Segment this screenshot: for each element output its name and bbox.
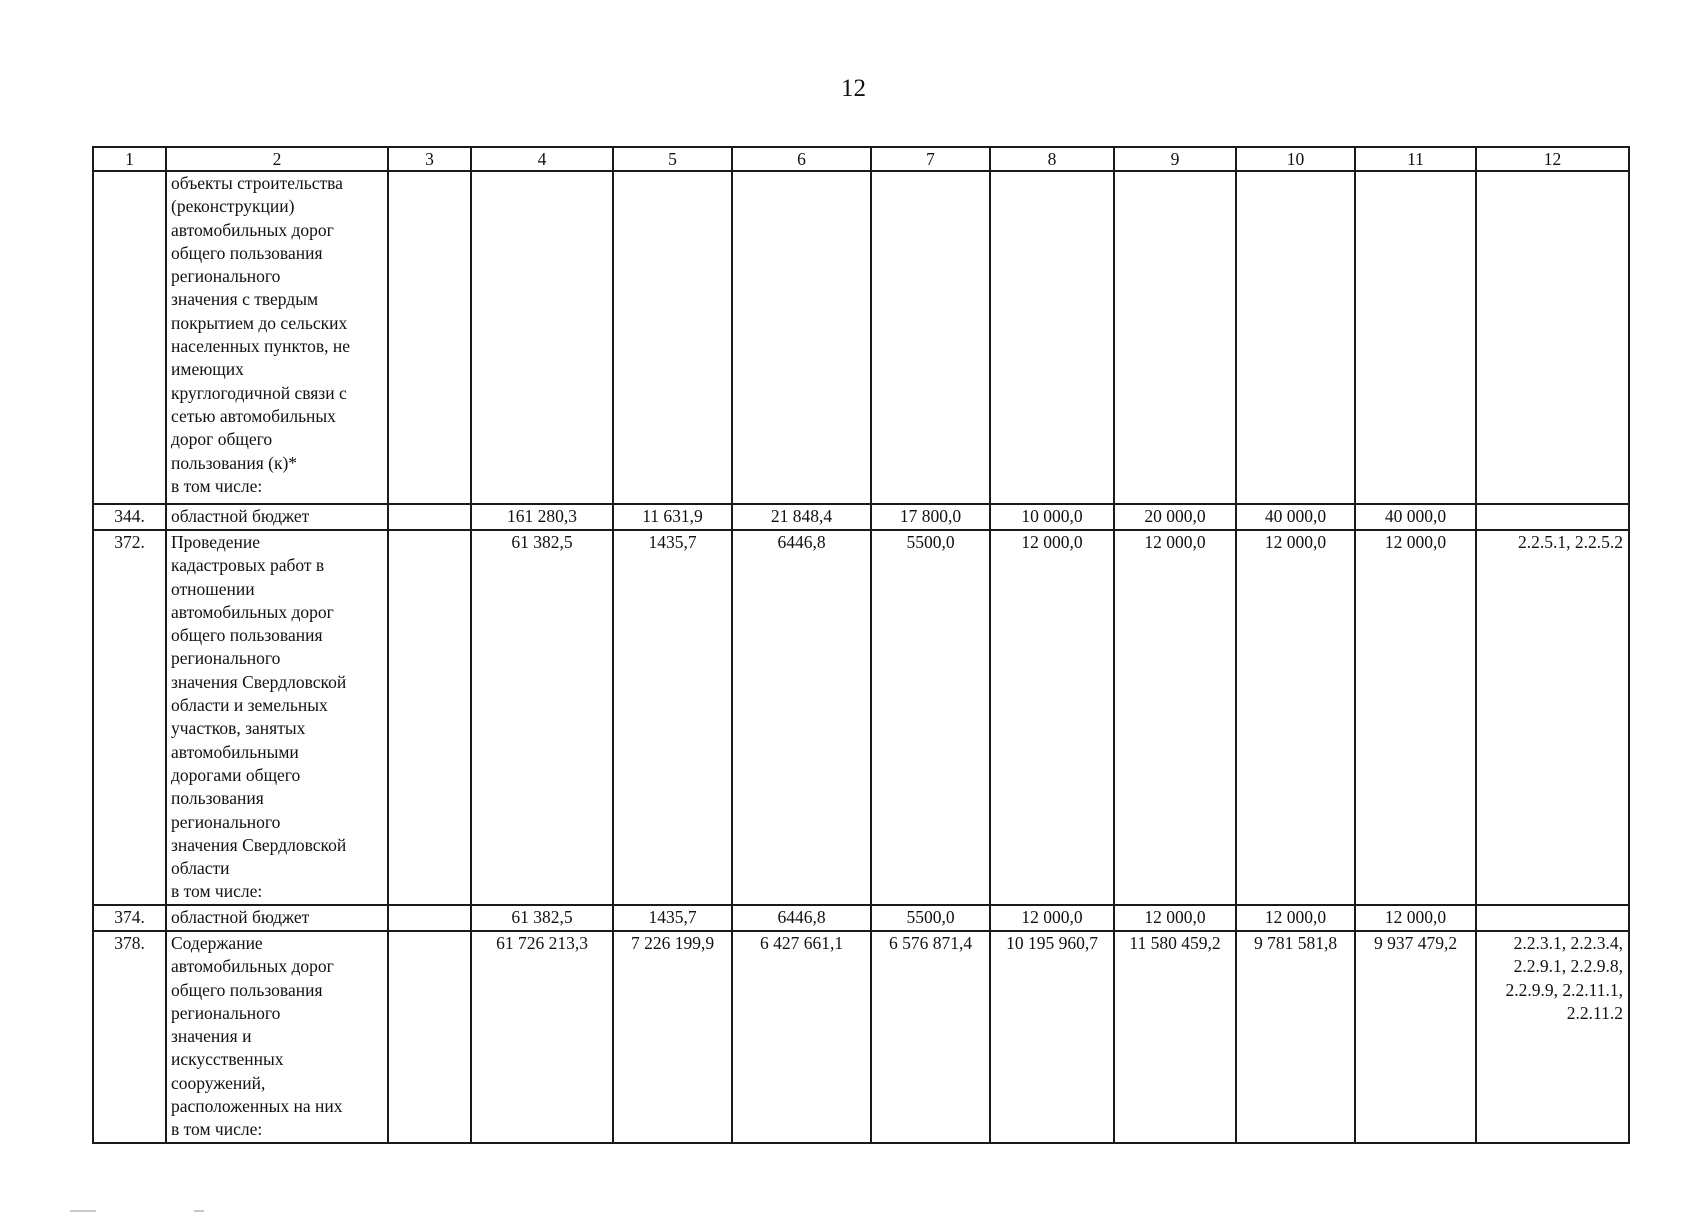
description-line: кадастровых работ в [171,555,325,576]
header-cell: 12 [1476,147,1629,171]
description-line: участков, занятых [171,718,306,739]
header-cell: 8 [990,147,1114,171]
value-cell: 12 000,0 [990,905,1114,931]
value-cell [1355,171,1476,504]
description-line: дорог общего [171,429,273,450]
value-cell [1114,171,1236,504]
value-cell: 161 280,3 [471,504,613,530]
value-cell [732,171,871,504]
table-row [93,530,1629,905]
reference-line: 2.2.9.1, 2.2.9.8, [1513,956,1623,977]
description-line: круглогодичной связи с [171,382,347,403]
description-line: расположенных на них [171,1096,343,1117]
reference-cell [1476,905,1629,931]
header-row [93,147,1629,171]
description-line: Содержание [171,933,263,953]
row-description [166,530,388,905]
reference-line: 2.2.9.9, 2.2.11.1, [1505,979,1623,1000]
description-line: покрытием до сельских [171,312,348,333]
row-description [166,931,388,1143]
description-line: областной бюджет [171,907,310,927]
value-cell: 61 726 213,3 [471,931,613,1143]
reference-cell [1476,931,1629,1143]
column-3-cell [388,171,471,504]
reference-cell [1476,504,1629,530]
value-cell: 10 000,0 [990,504,1114,530]
value-cell: 1435,7 [613,530,732,905]
header-cell: 2 [166,147,388,171]
value-cell: 61 382,5 [471,530,613,905]
value-cell: 6 576 871,4 [871,931,990,1143]
reference-line: 2.2.3.1, 2.2.3.4, [1513,933,1623,953]
reference-cell [1476,530,1629,905]
description-line: в том числе: [171,881,263,902]
description-line: значения Свердловской [171,671,347,692]
description-line: области [171,858,230,879]
value-cell: 40 000,0 [1236,504,1355,530]
value-cell: 12 000,0 [1114,905,1236,931]
value-cell [613,171,732,504]
header-cell: 9 [1114,147,1236,171]
description-line: сетью автомобильных [171,405,336,426]
description-line: общего пользования [171,979,323,1000]
description-line: регионального [171,811,281,832]
table-row [93,504,1629,530]
description-line: дорогами общего [171,764,301,785]
description-line: общего пользования [171,625,323,646]
description-line: отношении [171,578,255,599]
description-line: в том числе: [171,475,263,496]
description-line: регионального [171,648,281,669]
description-line: значения с твердым [171,289,319,310]
value-cell: 6 427 661,1 [732,931,871,1143]
description-line: автомобильных дорог [171,219,334,240]
value-cell: 1435,7 [613,905,732,931]
description-line: в том числе: [171,1119,263,1140]
value-cell: 10 195 960,7 [990,931,1114,1143]
description-line: населенных пунктов, не [171,336,351,357]
page-number: 12 [841,75,866,102]
row-number: 374. [93,905,166,931]
reference-cell [1476,171,1629,504]
value-cell: 17 800,0 [871,504,990,530]
value-cell: 9 937 479,2 [1355,931,1476,1143]
description-line: значения и [171,1026,252,1047]
value-cell: 12 000,0 [1236,905,1355,931]
column-3-cell [388,504,471,530]
column-3-cell [388,931,471,1143]
value-cell: 5500,0 [871,905,990,931]
description-line: регионального [171,266,281,287]
description-line: регионального [171,1002,281,1023]
description-line: автомобильных дорог [171,601,334,622]
column-3-cell [388,530,471,905]
value-cell: 12 000,0 [1355,530,1476,905]
header-cell: 7 [871,147,990,171]
table-body [93,147,1629,1143]
value-cell: 9 781 581,8 [1236,931,1355,1143]
reference-line: 2.2.11.2 [1566,1002,1623,1023]
row-number [93,171,166,504]
row-description [166,171,388,504]
row-number: 372. [93,530,166,905]
description-line: сооружений, [171,1072,266,1093]
value-cell: 11 580 459,2 [1114,931,1236,1143]
value-cell: 40 000,0 [1355,504,1476,530]
row-description [166,504,388,530]
value-cell: 5500,0 [871,530,990,905]
header-cell: 6 [732,147,871,171]
row-description [166,905,388,931]
description-line: имеющих [171,359,244,380]
description-line: (реконструкции) [171,196,295,217]
description-line: области и земельных [171,695,328,716]
description-line: пользования (к)* [171,452,298,473]
value-cell: 12 000,0 [1114,530,1236,905]
reference-line: 2.2.5.1, 2.2.5.2 [1518,532,1623,552]
value-cell [871,171,990,504]
description-line: областной бюджет [171,506,310,526]
value-cell: 12 000,0 [1355,905,1476,931]
header-cell: 4 [471,147,613,171]
row-number: 378. [93,931,166,1143]
header-cell: 11 [1355,147,1476,171]
header-cell: 3 [388,147,471,171]
value-cell: 11 631,9 [613,504,732,530]
value-cell: 12 000,0 [990,530,1114,905]
header-cell: 1 [93,147,166,171]
value-cell: 21 848,4 [732,504,871,530]
value-cell [990,171,1114,504]
value-cell: 61 382,5 [471,905,613,931]
description-line: значения Свердловской [171,834,347,855]
table-row [93,905,1629,931]
description-line: пользования [171,788,264,809]
description-line: общего пользования [171,242,323,263]
value-cell: 12 000,0 [1236,530,1355,905]
description-line: автомобильных дорог [171,956,334,977]
budget-table [92,146,1630,1144]
table-row [93,171,1629,504]
row-number: 344. [93,504,166,530]
value-cell: 7 226 199,9 [613,931,732,1143]
description-line: искусственных [171,1049,284,1070]
header-cell: 5 [613,147,732,171]
value-cell: 6446,8 [732,905,871,931]
table-row [93,931,1629,1143]
header-cell: 10 [1236,147,1355,171]
description-line: объекты строительства [171,173,343,193]
column-3-cell [388,905,471,931]
description-line: Проведение [171,532,261,552]
value-cell [471,171,613,504]
value-cell: 20 000,0 [1114,504,1236,530]
description-line: автомобильными [171,741,299,762]
value-cell: 6446,8 [732,530,871,905]
value-cell [1236,171,1355,504]
